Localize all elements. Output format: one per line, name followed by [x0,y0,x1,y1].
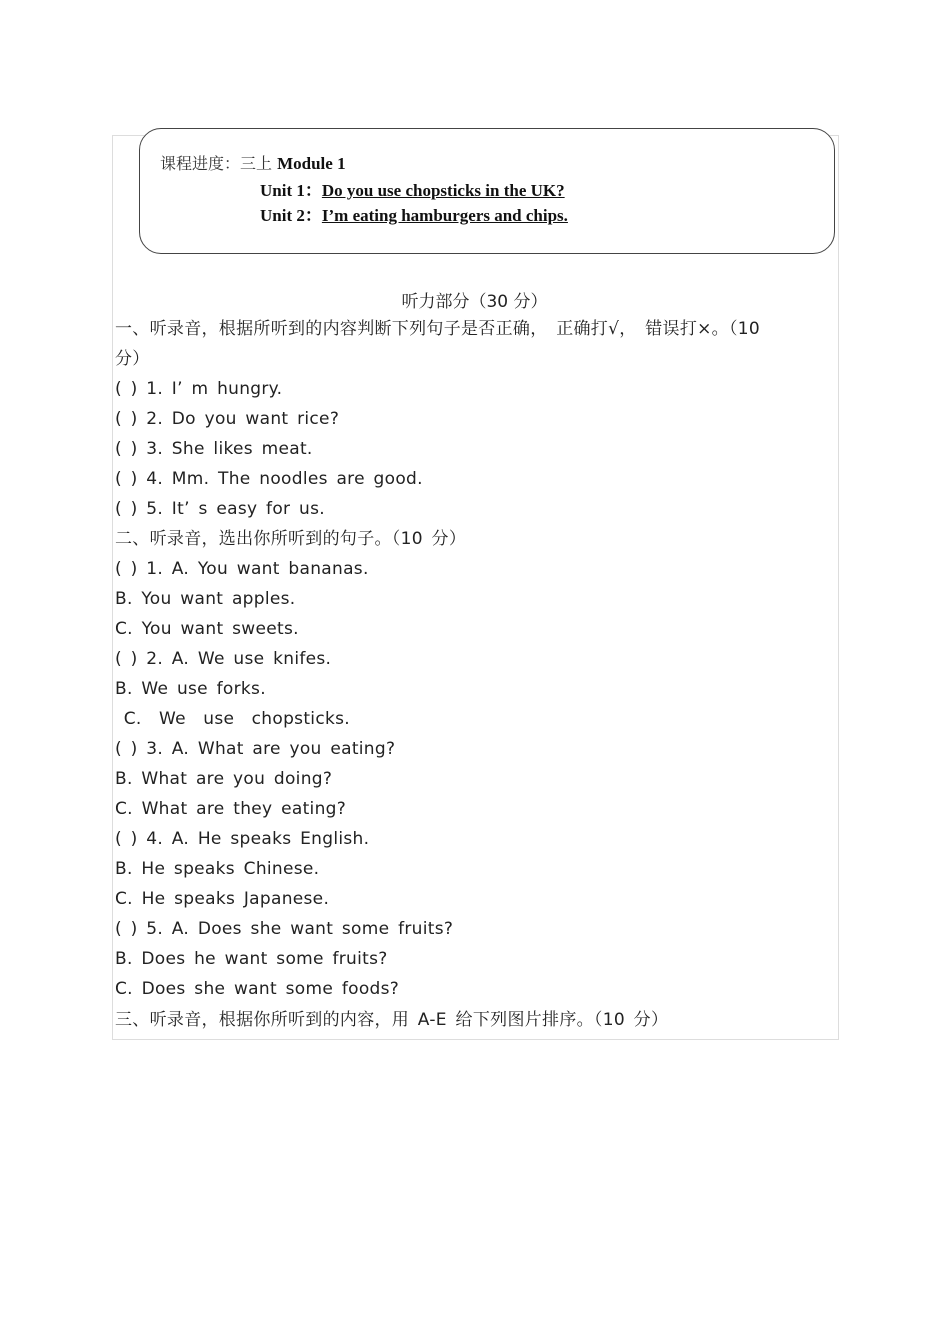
part2-line: C. We use chopsticks. [115,709,350,729]
part1-item: ( ) 5. It’ s easy for us. [115,499,325,519]
part2-line: C. Does she want some foods? [115,979,400,999]
unit2-line [260,201,568,226]
part2-line: B. What are you doing? [115,769,333,789]
part2-line: ( ) 1. A. You want bananas. [115,559,369,579]
course-progress [160,151,346,174]
unit2-title: I’m eating hamburgers and chips. [321,206,568,225]
part1-item: ( ) 3. She likes meat. [115,439,313,459]
part2-line: B. You want apples. [115,589,296,609]
part3-instruction: 三、听录音，根据你所听到的内容，用 A-E 给下列图片排序。（10 分） [115,1010,669,1030]
part1-item: ( ) 4. Mm. The noodles are good. [115,469,423,489]
part1-item: ( ) 1. I’ m hungry. [115,379,283,399]
progress-label: 课程进度：三上 [160,154,278,173]
part2-line: ( ) 2. A. We use knifes. [115,649,332,669]
unit2-label: Unit 2： [260,206,322,225]
unit1-line [260,176,565,201]
part2-line: C. He speaks Japanese. [115,889,330,909]
part1-instruction: 一、听录音，根据所听到的内容判断下列句子是否正确， 正确打√， 错误打×。（10 [115,319,761,339]
part2-instruction: 二、听录音，选出你所听到的句子。（10 分） [115,529,467,549]
section-title: 听力部分（30 分） [401,292,548,312]
part2-line: ( ) 3. A. What are you eating? [115,739,396,759]
unit1-label: Unit 1： [260,181,322,200]
course-header-box [139,128,835,254]
part2-line: C. You want sweets. [115,619,299,639]
unit1-title: Do you use chopsticks in the UK? [321,181,565,200]
module-label: Module 1 [277,154,346,173]
part1-item: ( ) 2. Do you want rice? [115,409,340,429]
part2-line: ( ) 5. A. Does she want some fruits? [115,919,454,939]
part2-line: C. What are they eating? [115,799,347,819]
part2-line: B. We use forks. [115,679,266,699]
part2-line: ( ) 4. A. He speaks English. [115,829,370,849]
part2-line: B. Does he want some fruits? [115,949,388,969]
part1-instruction-cont: 分） [115,349,150,369]
part2-line: B. He speaks Chinese. [115,859,320,879]
